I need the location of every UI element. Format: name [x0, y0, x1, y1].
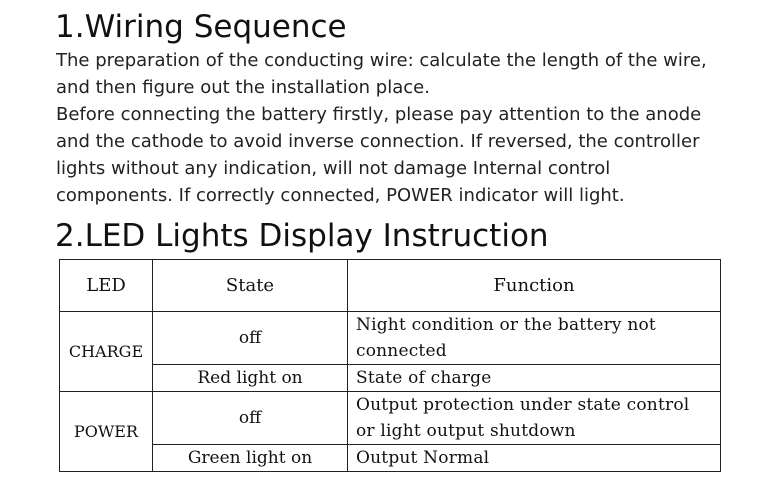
paragraph-line: and then figure out the installation place.: [56, 77, 430, 98]
table-row: [60, 392, 721, 445]
paragraph-line: lights without any indication, will not damage Internal control: [56, 158, 611, 179]
table-row: [60, 445, 721, 472]
function-line: connected: [356, 341, 447, 361]
function-cell: [348, 445, 721, 472]
paragraph-line: The preparation of the conducting wire: calculate the length of the wire,: [56, 50, 707, 71]
column-header-state: State: [153, 260, 348, 312]
section-heading-led-lights: 2.LED Lights Display Instruction: [55, 218, 549, 254]
paragraph-line: components. If correctly connected, POWER indicator will light.: [56, 185, 625, 206]
column-header-led: LED: [60, 260, 153, 312]
state-cell: off: [153, 392, 348, 445]
table-row: [60, 365, 721, 392]
led-cell-power: POWER: [60, 392, 153, 472]
column-header-function: Function: [348, 260, 721, 312]
function-line: or light output shutdown: [356, 421, 576, 441]
section-heading-wiring-sequence: 1.Wiring Sequence: [55, 9, 347, 45]
state-cell: Red light on: [153, 365, 348, 392]
led-status-table: [59, 259, 721, 472]
function-line: State of charge: [356, 368, 492, 388]
state-cell: off: [153, 312, 348, 365]
function-line: Output protection under state control: [356, 395, 690, 415]
table-header-row: [60, 260, 721, 312]
function-cell: [348, 365, 721, 392]
table-row: [60, 312, 721, 365]
state-cell: Green light on: [153, 445, 348, 472]
paragraph-line: Before connecting the battery firstly, please pay attention to the anode: [56, 104, 702, 125]
paragraph-line: and the cathode to avoid inverse connection. If reversed, the controller: [56, 131, 700, 152]
function-line: Night condition or the battery not: [356, 315, 656, 335]
function-cell: [348, 312, 721, 365]
wiring-instructions-paragraph: [56, 47, 707, 209]
led-cell-charge: CHARGE: [60, 312, 153, 392]
function-cell: [348, 392, 721, 445]
function-line: Output Normal: [356, 448, 490, 468]
